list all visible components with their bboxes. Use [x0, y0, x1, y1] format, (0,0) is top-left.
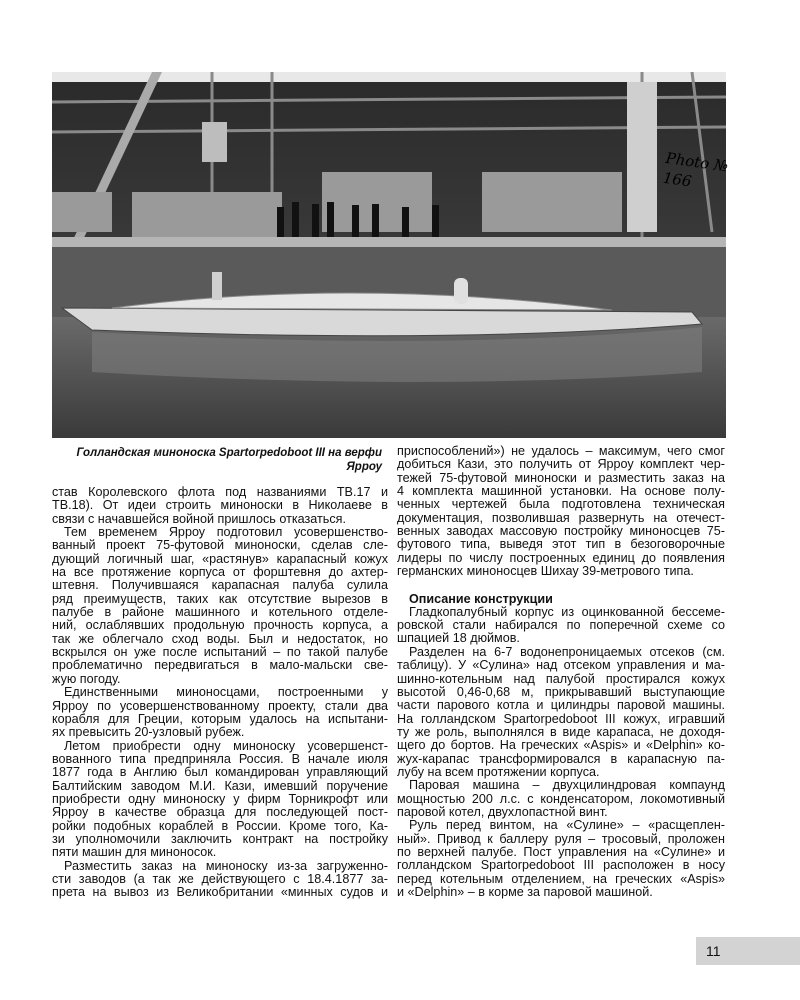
- paragraph: [52, 686, 388, 739]
- text-line: 1877 года в Англию был командирован управляющий: [52, 766, 388, 780]
- text-line: ровской стали набирался по поперечной схеме со: [397, 619, 725, 633]
- text-line: и «Delphin» – в корме за паровой машиной.: [397, 886, 653, 899]
- section-spacer: [397, 578, 725, 591]
- text-line: жух-карапас трансформировался в карапасную па-: [397, 752, 725, 766]
- text-line: Ярроу по усовершенствованному проекту, стали два: [52, 699, 388, 713]
- text-line: став Королевского флота под названиями ТВ.17 и: [52, 486, 388, 499]
- text-line: ях превысить 20-узловый рубеж.: [52, 726, 245, 740]
- text-line: ройки подобных кораблей в России. Кроме того, Ка-: [52, 819, 388, 833]
- photo-caption: Голландская миноноска Spartorpedoboot III на верфи Ярроу: [76, 447, 382, 473]
- photo-illustration: [52, 72, 726, 438]
- text-line: по верхней палубе. Пост управления на «Сулине» и: [397, 845, 725, 859]
- text-line: палубе в районе машинного и котельного отделе-: [52, 606, 388, 620]
- text-line: ряд преимуществ, таких как отсутствие вырезов в: [52, 592, 388, 606]
- text-line: вскрылся он уже после испытаний – по такой палубе: [52, 646, 388, 660]
- text-line: шпацией 18 дюймов.: [397, 632, 520, 646]
- text-line: штевня. Получившаяся карапасная палуба сулила: [52, 579, 388, 593]
- text-line: Гладкопалубный корпус из оцинкованной бессеме-: [409, 605, 725, 619]
- text-line: высотой 0,46-0,68 м, прикрывавший выступающие: [397, 685, 725, 699]
- right-text-column: [397, 445, 725, 899]
- text-line: ный». Привод к баллеру руля – тросовый, проложен: [397, 832, 725, 846]
- paragraph: [397, 646, 725, 779]
- text-line: зи уполномочили заключить контракт на постройку: [52, 832, 388, 846]
- text-line: части парового котла и цилиндры паровой машины.: [397, 699, 725, 713]
- text-line: щего до бортов. На греческих «Aspis» и «Delphin» ко-: [397, 739, 725, 753]
- text-line: пяти машин для миноносок.: [52, 846, 217, 860]
- paragraph: [397, 445, 725, 578]
- text-line: корабля для Греции, которым удалось на испытани-: [52, 712, 388, 726]
- text-line: таблицу). У «Сулина» над отсеком управления и ма-: [397, 659, 725, 673]
- text-line: ченных чертежей была подготовлена техническая: [397, 498, 725, 512]
- text-line: дующий логичный шаг, «растянув» карапасный кожух: [52, 552, 388, 566]
- text-line: Летом приобрести одну миноноску усовершенст-: [64, 739, 388, 753]
- paragraph: [52, 486, 388, 526]
- text-line: лидеры по числу построенных единиц до появления: [397, 551, 725, 565]
- text-line: Руль перед винтом, на «Сулине» – «расщеплен-: [409, 819, 725, 833]
- text-line: Разделен на 6-7 водонепроницаемых отсеков (см.: [409, 645, 725, 659]
- text-line: мощностью 200 л.с. с конденсатором, локомотивный: [397, 792, 725, 806]
- paragraph: [397, 606, 725, 646]
- paragraph: [52, 740, 388, 860]
- text-line: футового типа, выведя этот тип в безоговорочные: [397, 538, 725, 552]
- text-line: проблематично передвигаться в мало-мальски све-: [52, 659, 388, 673]
- text-line: ТВ.18). От идеи строить миноноски в Николаеве в: [52, 499, 388, 513]
- text-line: документация, позволившая развернуть на отечест-: [397, 511, 725, 525]
- paragraph: [397, 779, 725, 819]
- text-line: Тем временем Ярроу подготовил усовершенство-: [64, 526, 388, 540]
- text-line: приобрести одну миноноску у фирм Торникрофт или: [52, 792, 388, 806]
- text-line: перед котельным отделением, на греческих «Aspis»: [397, 872, 725, 886]
- text-line: Разместить заказ на миноноску из-за загруженно-: [64, 859, 388, 873]
- paragraph: [52, 860, 388, 900]
- text-line: добиться Кази, это получить от Ярроу комплект чер-: [397, 458, 725, 472]
- text-line: прета на вывоз из Великобритании «минных судов и: [52, 886, 388, 900]
- text-line: шинно-котельным над палубой простирался кожух: [397, 672, 725, 686]
- text-line: лубу на всем протяжении корпуса.: [397, 765, 600, 779]
- text-line: сти заводов (а так же действующего с 18.4.1877 за-: [52, 872, 388, 886]
- text-line: на все протяжение корпуса от форштевня до ахтер-: [52, 566, 388, 580]
- paragraph: [52, 526, 388, 686]
- page-number: 11: [706, 943, 721, 959]
- text-line: ний, ослаблявших продольную прочность корпуса, а: [52, 619, 388, 633]
- text-line: жую погоду.: [52, 672, 121, 686]
- paragraph: [397, 819, 725, 899]
- text-line: тежей 75-футовой миноноски и разместить заказ на: [397, 471, 725, 485]
- text-line: На голландском Spartorpedoboot III кожух, игравший: [397, 712, 725, 726]
- section-heading: Описание конструкции: [409, 591, 553, 606]
- handwritten-photo-note: Photo № 166: [661, 148, 730, 191]
- photo-torpedo-boat-at-shipyard: [52, 72, 730, 438]
- text-line: венных заводах массовую постройку миноносцев 75-: [397, 525, 725, 539]
- text-line: вованного типа предприняла Россия. В начале июля: [52, 752, 388, 766]
- page-number-box: [696, 937, 800, 965]
- text-line: Балтийским заводом М.И. Кази, имевший поручение: [52, 779, 388, 793]
- text-line: Ярроу в качестве образца для последующей пост-: [52, 806, 388, 820]
- text-line: так же облегчало сход воды. Был и недостаток, но: [52, 632, 388, 646]
- text-line: приспособлений») не удалось – максимум, чего смог: [397, 445, 725, 458]
- text-line: ту же роль, выполнялся в виде карапаса, не доходя-: [397, 725, 725, 739]
- text-line: германских миноносцев Шихау 39-метрового типа.: [397, 565, 694, 579]
- left-text-column: [52, 486, 388, 900]
- text-line: голландском Spartorpedoboot III расположен в носу: [397, 859, 725, 873]
- text-line: 4 комплекта машинной установки. На основе полу-: [397, 485, 725, 499]
- text-line: Паровая машина – двухцилиндровая компаунд: [409, 779, 725, 793]
- text-line: ванный проект 75-футовой миноноски, сделав сле-: [52, 539, 388, 553]
- text-line: Единственными миноносцами, построенными у: [64, 686, 388, 700]
- text-line: связи с начавшейся войной пришлось отказаться.: [52, 512, 346, 526]
- text-line: паровой котел, двухлопастной винт.: [397, 805, 608, 819]
